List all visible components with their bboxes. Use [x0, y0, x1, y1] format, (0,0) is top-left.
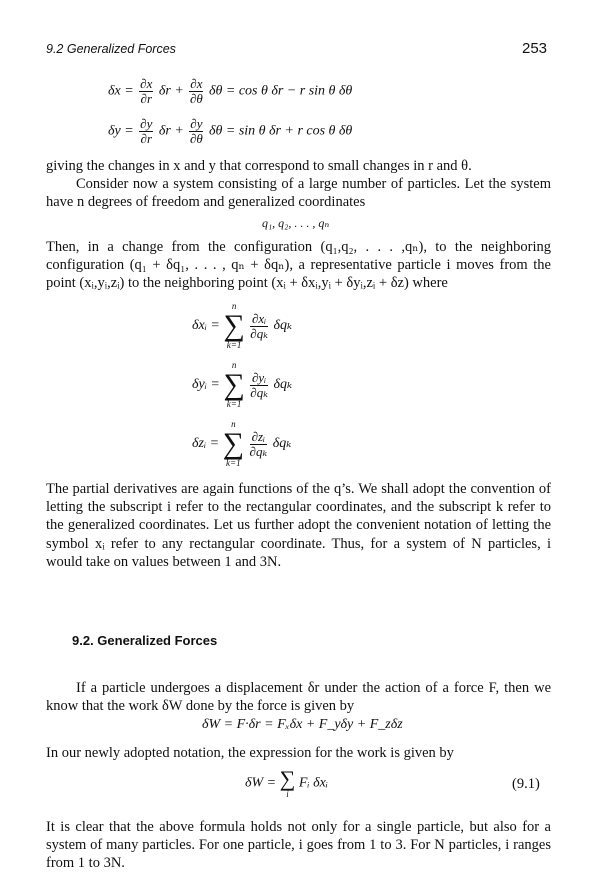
paragraph-1 [46, 157, 551, 212]
eq-dy-rhs: = sin θ δr + r cos θ δθ [225, 123, 353, 139]
coordinate-list: q₁, q₂, . . . , qₙ [262, 216, 330, 230]
paragraph-7 [46, 818, 551, 873]
running-header: 9.2 Generalized Forces [46, 42, 176, 56]
eq-dx-rhs: = cos θ δr − r sin θ δθ [225, 83, 353, 99]
page-number: 253 [522, 40, 548, 57]
para5-text: If a particle undergoes a displacement δr under the action of a force F, then we know that the work δW done by the force is given by [46, 680, 551, 715]
work-equation: δW = F·δr = Fₓδx + F_yδy + F_zδz [202, 717, 403, 732]
para3-text: Then, in a change from the configuration (q₁,q₂, . . . ,qₙ), to the neighboring configuration (q₁ + δq₁, . . . , qₙ + δqₙ), a representative particle i moves from the point (xᵢ,yᵢ,zᵢ) to the neighboring point (xᵢ + δxᵢ,yᵢ + δyᵢ,zᵢ + δz) where [46, 239, 551, 292]
summation-sign: n ∑ k=1 [223, 301, 245, 350]
fraction: $\frac{\partial y}{\partial r}$ [140, 116, 153, 146]
sum-lhs: δyᵢ = [192, 377, 220, 393]
equation-dy: δy = $\frac{\partial y}{\partial r}$ δr + $\frac{\partial y}{\partial\theta}$ δθ = sin θ δr + r cos θ δθ [108, 116, 353, 146]
paragraph-5 [46, 679, 551, 715]
sum-lhs: δxᵢ = [192, 318, 220, 334]
summation-sign: ∑ i [279, 766, 296, 799]
eq-dy-lhs: δy = [108, 123, 134, 139]
equation-dx: δx = $\frac{\partial x}{\partial r}$ δr + $\frac{\partial x}{\partial\theta}$ δθ = cos θ δr − r sin θ δθ [108, 76, 353, 106]
eq-dx-lhs: δx = [108, 83, 134, 99]
eq91-rhs: Fᵢ δxᵢ [298, 775, 329, 791]
section-heading: 9.2. Generalized Forces [72, 633, 218, 648]
paragraph-6 [46, 744, 551, 762]
fraction: $\frac{\partial x}{\partial\theta}$ [189, 76, 203, 106]
sum-dz: δzᵢ = n ∑ k=1 $\frac{\text{∂zᵢ}}{\text{∂qₖ}}$ δqₖ [192, 419, 292, 468]
sum-lhs: δzᵢ = [192, 436, 220, 452]
fraction: $\frac{\partial y}{\partial\theta}$ [189, 116, 203, 146]
eq91-lhs: δW = [245, 775, 277, 791]
para6-text: In our newly adopted notation, the expression for the work is given by [46, 745, 454, 761]
sum-dy: δyᵢ = n ∑ k=1 $\frac{\text{∂yᵢ}}{\text{∂qₖ}}$ δqₖ [192, 360, 293, 409]
para1-text: giving the changes in x and y that correspond to small changes in r and θ. [46, 158, 472, 174]
para7-text: It is clear that the above formula holds not only for a single particle, but also for a system of many particles. For one particle, i goes from 1 to 3. For N particles, i ranges from 1 to 3N. [46, 819, 551, 872]
summation-sign: n ∑ k=1 [222, 419, 245, 468]
sum-dx: δxᵢ = n ∑ k=1 $\frac{\text{∂xᵢ}}{\text{∂qₖ}}$ δqₖ [192, 301, 293, 350]
para4-text: The partial derivatives are again functions of the q’s. We shall adopt the convention of letting the subscript i refer to the rectangular coordinates, and the subscript k refer to the generalized coordinates. Let us further adopt the convenient notation of letting the symbol xᵢ refer to any rectangular coordinate. Thus, for a system of N particles, i would take on values between 1 and 3N. [46, 481, 551, 570]
equation-number: (9.1) [512, 776, 540, 792]
paragraph-3 [46, 238, 551, 293]
summation-sign: n ∑ k=1 [223, 360, 245, 409]
fraction: $\frac{\partial x}{\partial r}$ [140, 76, 153, 106]
para2-text: Consider now a system consisting of a large number of particles. Let the system have n degrees of freedom and generalized coordinates [46, 176, 551, 211]
equation-9-1 [245, 768, 328, 799]
paragraph-4 [46, 480, 551, 571]
